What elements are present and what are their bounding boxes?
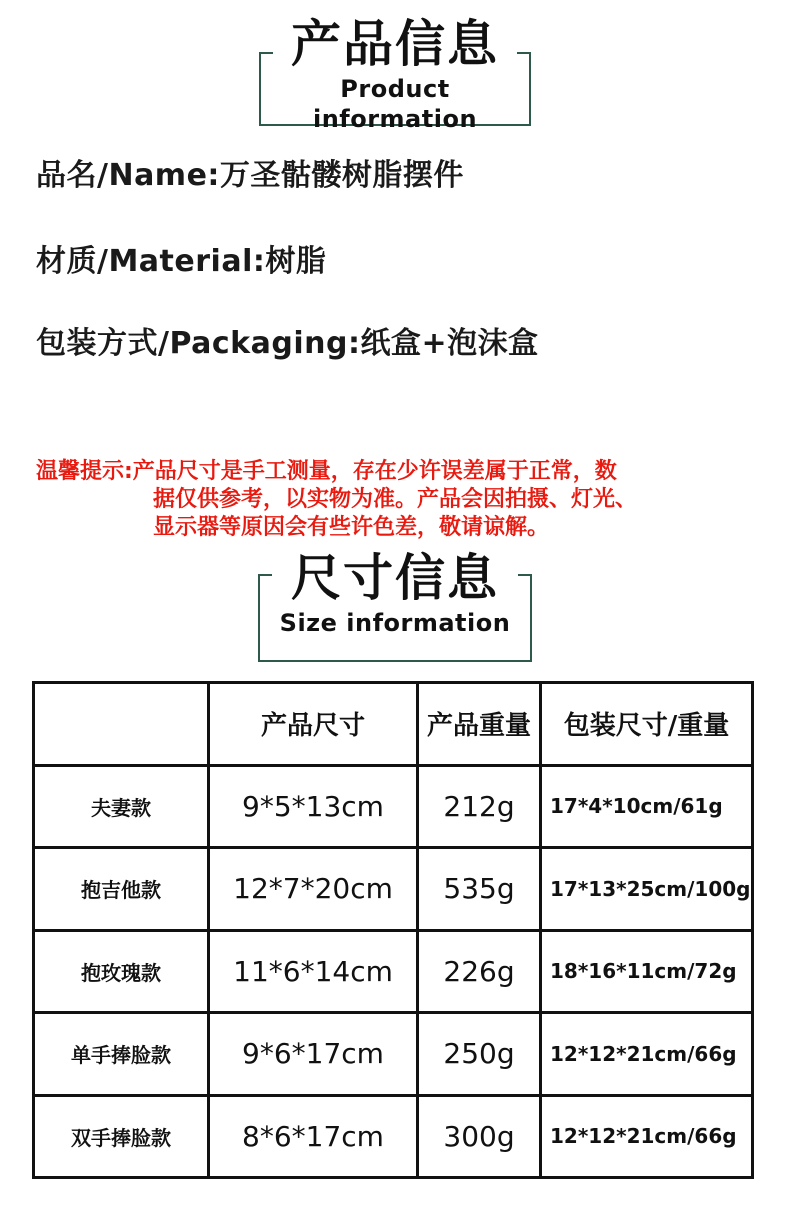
info-packaging-value: 纸盒+泡沫盒 (360, 326, 539, 361)
row-style-name: 夫妻款 (34, 765, 209, 848)
header-package-size-weight: 包装尺寸/重量 (541, 683, 753, 766)
table-row (34, 848, 753, 931)
row-product-weight: 226g (418, 930, 541, 1013)
product-info-heading (259, 14, 531, 133)
table-header-row (34, 683, 753, 766)
size-info-title-en: Size information (279, 609, 511, 637)
info-packaging-row (36, 318, 539, 362)
row-product-weight: 300g (418, 1095, 541, 1178)
info-material-label: 材质/Material: (36, 244, 266, 279)
row-style-name: 双手捧脸款 (34, 1095, 209, 1178)
row-style-name: 抱玫瑰款 (34, 930, 209, 1013)
row-package-size: 17*13*25cm/100g (541, 848, 753, 931)
notice-line-3: 显示器等原因会有些许色差，敬请谅解。 (153, 515, 550, 540)
size-table (32, 681, 754, 1179)
row-product-size: 11*6*14cm (209, 930, 418, 1013)
header-product-weight: 产品重量 (418, 683, 541, 766)
info-material-row (36, 236, 326, 280)
table-row (34, 765, 753, 848)
row-product-weight: 212g (418, 765, 541, 848)
table-row (34, 930, 753, 1013)
notice-text (36, 458, 746, 542)
header-cell-empty (34, 683, 209, 766)
product-info-title-en: Product information (312, 75, 478, 133)
row-product-size: 9*6*17cm (209, 1013, 418, 1096)
info-name-label: 品名/Name: (36, 158, 220, 193)
notice-line-1: 温馨提示:产品尺寸是手工测量，存在少许误差属于正常，数 (36, 459, 617, 484)
row-product-size: 12*7*20cm (209, 848, 418, 931)
row-product-weight: 250g (418, 1013, 541, 1096)
table-row (34, 1013, 753, 1096)
size-info-title-cn: 尺寸信息 (285, 548, 505, 608)
info-material-value: 树脂 (265, 244, 327, 279)
row-package-size: 12*12*21cm/66g (541, 1013, 753, 1096)
row-style-name: 抱吉他款 (34, 848, 209, 931)
info-name-row (36, 150, 464, 194)
header-product-size: 产品尺寸 (209, 683, 418, 766)
row-product-weight: 535g (418, 848, 541, 931)
row-product-size: 8*6*17cm (209, 1095, 418, 1178)
row-style-name: 单手捧脸款 (34, 1013, 209, 1096)
row-package-size: 17*4*10cm/61g (541, 765, 753, 848)
row-product-size: 9*5*13cm (209, 765, 418, 848)
row-package-size: 12*12*21cm/66g (541, 1095, 753, 1178)
product-info-title-cn: 产品信息 (285, 14, 505, 74)
size-info-heading (258, 548, 532, 662)
info-name-value: 万圣骷髅树脂摆件 (219, 158, 464, 193)
info-packaging-label: 包装方式/Packaging: (36, 326, 361, 361)
table-row (34, 1095, 753, 1178)
row-package-size: 18*16*11cm/72g (541, 930, 753, 1013)
notice-line-2: 据仅供参考，以实物为准。产品会因拍摄、灯光、 (153, 487, 638, 512)
